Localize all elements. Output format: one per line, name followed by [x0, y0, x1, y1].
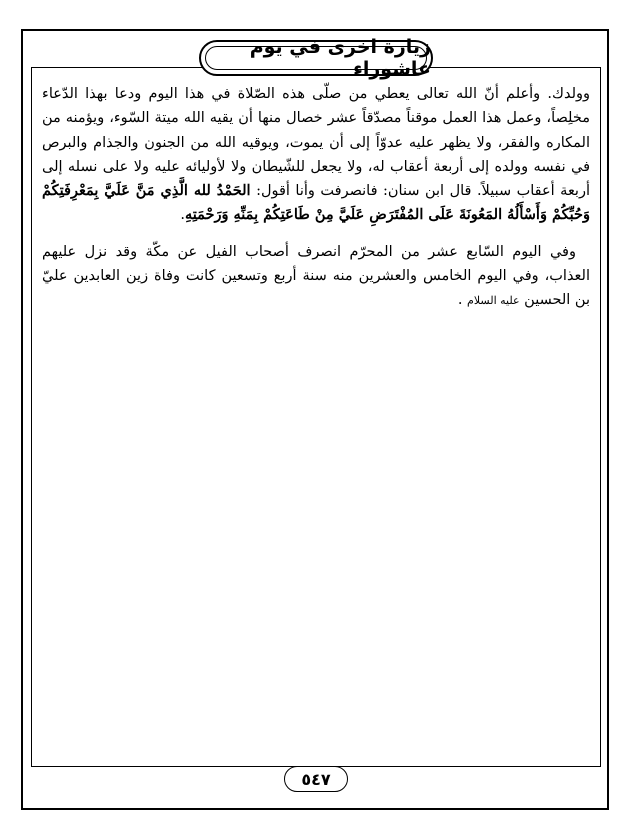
- chapter-title-box: [199, 36, 433, 80]
- paragraph-2-end: .: [457, 292, 463, 309]
- page-number-box: [284, 766, 348, 792]
- main-text: [42, 82, 590, 314]
- paragraph-1-end: .: [180, 207, 185, 224]
- paragraph-1-text: وولدك. وأعلم أنّ الله تعالى يعطي من صلّى هذه الصّلاة في هذا اليوم ودعا بهذا الدّعاء مخلِصاً، وعمل هذا العمل موقناً مصدّقاً عشر خصال منها أن يقيه الله ميتة السّوء، ويؤمنه من المكاره والفقر، ولا يظهر عليه عدوّاً إلى أن يموت، ويوقيه الله من الجنون والجذام والبرص في نفسه وولده إلى أربعة أعقاب له، ولا يجعل للشّيطان ولا لأوليائه عليه ولا على نسله إلى أربعة أعقاب سبيلاً. قال ابن سنان: فانصرفت وأنا أقول:: [42, 86, 590, 200]
- salutation-glyph: عليه السلام: [467, 294, 520, 308]
- paragraph-2-text: وفي اليوم السّابع عشر من المحرّم انصرف أصحاب الفيل عن مكّة وقد نزل عليهم العذاب، وفي اليوم الخامس والعشرين منه سنة أربع وتسعين كانت وفاة زين العابدين عليّ بن الحسين: [42, 243, 590, 309]
- paragraph-2: [42, 240, 590, 314]
- chapter-title: زيارة اخرى في يوم عاشوراء: [249, 36, 431, 80]
- paragraph-1: [42, 82, 590, 228]
- page-number: ٥٤٧: [301, 769, 331, 789]
- supplication-quote: الحَمْدُ لله الَّذِي مَنَّ عَلَيَّ بِمَعْرِفَتِكُمْ وَحُبِّكُمْ وَأَسْأَلُهُ المَعُونَةَ عَلَى المُفْتَرَضِ عَلَيَّ مِنْ طَاعَتِكُمْ بِمَنِّهِ وَرَحْمَتِهِ: [42, 182, 590, 224]
